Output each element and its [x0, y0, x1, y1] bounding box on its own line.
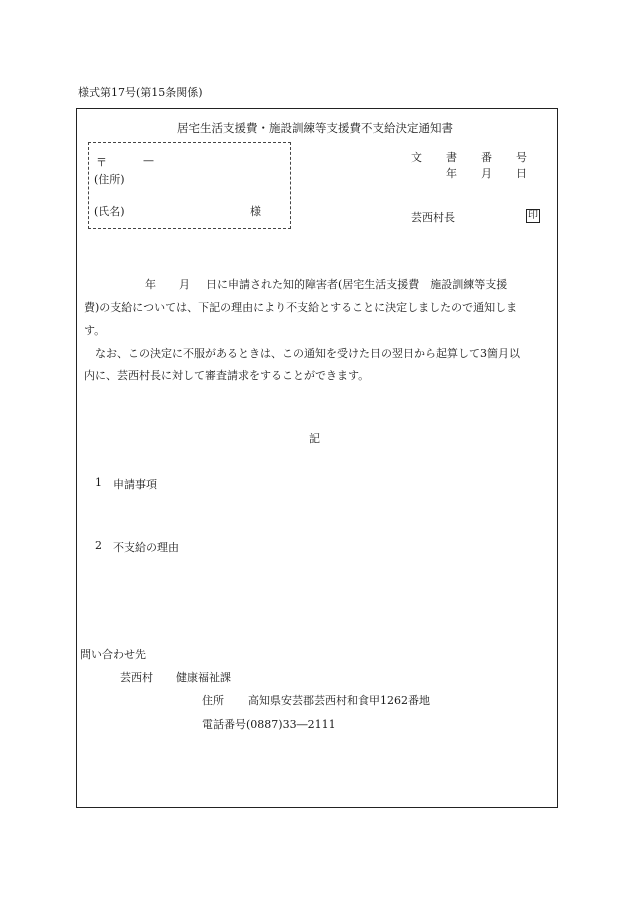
ki-heading: 記: [309, 432, 320, 445]
doc-number-char-1: 文: [411, 151, 422, 164]
contact-dept: 健康福祉課: [176, 671, 231, 684]
contact-phone: 電話番号(0887)33―2111: [202, 718, 336, 731]
issuer-title: 芸西村長: [411, 211, 455, 224]
body-line-4: なお、この決定に不服があるときは、この通知を受けた日の翌日から起算して3箇月以: [95, 347, 520, 360]
contact-heading: 問い合わせ先: [80, 648, 146, 661]
contact-address-label: 住所: [202, 694, 224, 707]
form-number-label: 様式第17号(第15条関係): [78, 86, 203, 99]
item-1-number: 1: [95, 476, 102, 489]
item-1-label: 申請事項: [113, 478, 157, 491]
name-label: (氏名): [94, 205, 125, 218]
body-year: 年: [145, 278, 156, 291]
body-line-5: 内に、芸西村長に対して審査請求をすることができます。: [84, 369, 370, 382]
honorific: 様: [250, 205, 261, 218]
postal-mark: 〒: [96, 156, 107, 169]
date-year: 年: [446, 167, 457, 180]
doc-number-char-4: 号: [516, 151, 527, 164]
contact-address: 高知県安芸郡芸西村和食甲1262番地: [248, 694, 430, 707]
doc-number-char-3: 番: [481, 151, 492, 164]
postal-dash: —: [143, 154, 154, 167]
item-2-label: 不支給の理由: [113, 541, 179, 554]
contact-org: 芸西村: [120, 671, 153, 684]
body-line-2: 費)の支給については、下記の理由により不支給とすることに決定しましたので通知しま: [84, 301, 518, 314]
doc-number-char-2: 書: [446, 151, 457, 164]
document-title: 居宅生活支援費・施設訓練等支援費不支給決定通知書: [177, 121, 453, 135]
address-label: (住所): [94, 173, 125, 186]
date-month: 月: [481, 167, 492, 180]
seal-mark: 印: [528, 210, 538, 221]
seal-mark-wrapper: [526, 208, 540, 223]
item-2-number: 2: [95, 539, 102, 552]
body-month: 月: [179, 278, 190, 291]
date-day: 日: [516, 167, 527, 180]
body-line-3: す。: [84, 324, 106, 337]
body-line-1: 日に申請された知的障害者(居宅生活支援費 施設訓練等支援: [206, 278, 508, 291]
